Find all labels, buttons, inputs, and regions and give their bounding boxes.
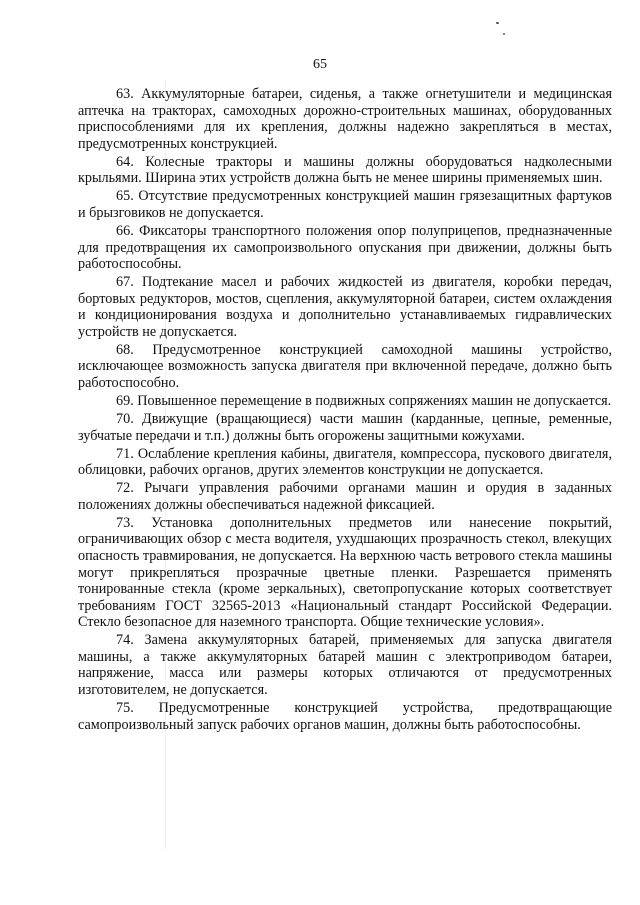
paragraph-67: 67. Подтекание масел и рабочих жидкостей из двигателя, коробки передач, бортовых редукторов, мостов, сцепления, аккумуляторной батареи, систем охлаждения и кондиционирования воздуха и дополнительно устанавливаемых гидравлических устройств не допускается. (78, 274, 612, 340)
page-number: 65 (313, 57, 327, 72)
paragraph-70: 70. Движущие (вращающиеся) части машин (карданные, цепные, ременные, зубчатые передачи и т.п.) должны быть огорожены защитными кожухами. (78, 411, 612, 444)
paragraph-72: 72. Рычаги управления рабочими органами машин и орудия в заданных положениях должны обеспечиваться надежной фиксацией. (78, 480, 612, 513)
paragraph-64: 64. Колесные тракторы и машины должны оборудоваться надколесными крыльями. Ширина этих устройств должна быть не менее ширины применяемых шин. (78, 153, 612, 187)
paragraph-68: 68. Предусмотренное конструкцией самоходной машины устройство, исключающее возможность запуска двигателя при включенной передаче, должно быть работоспособно. (78, 341, 612, 392)
scan-speck (496, 22, 499, 24)
paragraph-74: 74. Замена аккумуляторных батарей, применяемых для запуска двигателя машины, а также аккумуляторных батарей машин с электроприводом батареи, напряжение, масса или размеры которых отличаются от предусмотренных изготовителем, не допускается. (78, 632, 612, 699)
paragraph-75: 75. Предусмотренные конструкцией устройства, предотвращающие самопроизвольный запуск рабочих органов машин, должны быть работоспособны. (78, 700, 612, 733)
paragraph-66: 66. Фиксаторы транспортного положения опор полуприцепов, предназначенные для предотвращения их самопроизвольного опускания при движении, должны быть работоспособны. (78, 222, 612, 273)
document-body (78, 86, 612, 735)
scan-speck (503, 33, 505, 35)
paragraph-73: 73. Установка дополнительных предметов или нанесение покрытий, ограничивающих обзор с места водителя, ухудшающих прозрачность стекол, влекущих опасность травмирования, не допускается. На верхнюю часть ветрового стекла машины могут прикрепляться прозрачные цветные пленки. Разрешается применять тонированные стекла (кроме зеркальных), светопропускание которых соответствует требованиям ГОСТ 32565-2013 «Национальный стандарт Российской Федерации. Стекло безопасное для наземного транспорта. Общие технические условия». (78, 514, 612, 631)
paragraph-71: 71. Ослабление крепления кабины, двигателя, компрессора, пускового двигателя, облицовки, рабочих органов, других элементов конструкции не допускается. (78, 445, 612, 479)
paragraph-69: 69. Повышенное перемещение в подвижных сопряжениях машин не допускается. (116, 393, 612, 410)
paragraph-63: 63. Аккумуляторные батареи, сиденья, а также огнетушители и медицинская аптечка на тракторах, самоходных дорожно-строительных машинах, оборудованных приспособлениями для их крепления, должны надежно закрепляться в местах, предусмотренных конструкцией. (78, 86, 612, 152)
paragraph-65: 65. Отсутствие предусмотренных конструкцией машин грязезащитных фартуков и брызговиков не допускается. (78, 188, 612, 221)
